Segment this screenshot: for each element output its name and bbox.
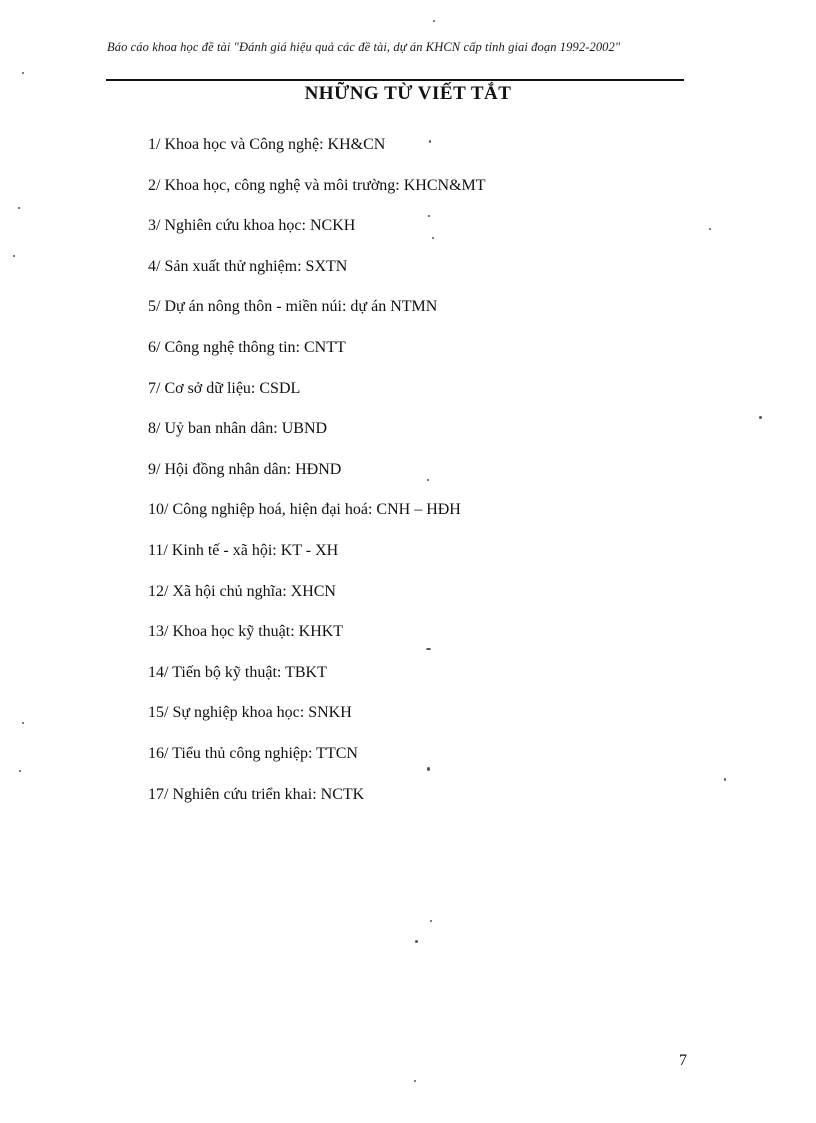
abbreviation-item: 12/ Xã hội chủ nghĩa: XHCN [148,582,336,600]
abbreviation-item: 17/ Nghiên cứu triển khai: NCTK [148,785,365,803]
abbreviation-item: 8/ Uỷ ban nhân dân: UBND [148,420,328,438]
scan-speck [415,940,418,943]
scan-speck [426,648,431,650]
scan-speck [13,255,15,257]
scan-speck [429,140,431,143]
scan-speck [19,770,21,772]
scan-speck [427,479,429,481]
abbreviation-item: 11/ Kinh tế - xã hội: KT - XH [148,541,339,559]
page-number: 7 [679,1052,687,1069]
abbreviation-item: 14/ Tiến bộ kỹ thuật: TBKT [148,663,327,681]
abbreviation-item: 7/ Cơ sở dữ liệu: CSDL [148,379,301,397]
abbreviation-list [148,135,486,825]
abbreviation-item: 4/ Sản xuất thử nghiệm: SXTN [148,257,348,275]
scan-speck [428,215,430,217]
abbreviation-item: 5/ Dự án nông thôn - miền núi: dự án NTMN [148,298,438,316]
abbreviation-item: 9/ Hội đồng nhân dân: HĐND [148,460,342,478]
scan-speck [22,72,24,74]
scan-speck [432,237,434,239]
abbreviation-item: 15/ Sự nghiệp khoa học: SNKH [148,704,352,722]
abbreviation-item: 6/ Công nghệ thông tin: CNTT [148,338,346,356]
scan-speck [18,207,20,209]
scan-speck [427,767,430,771]
abbreviation-item: 13/ Khoa học kỹ thuật: KHKT [148,623,344,641]
scan-speck [430,920,432,922]
header-divider [106,79,684,81]
abbreviation-item: 2/ Khoa học, công nghệ và môi trường: KHCN&MT [148,176,486,194]
scan-speck [22,722,24,724]
scan-speck [724,778,726,781]
abbreviation-item: 1/ Khoa học và Công nghệ: KH&CN [148,136,386,153]
scan-speck [709,228,711,230]
running-header: Báo cáo khoa học đề tài "Đánh giá hiệu quả các đề tài, dự án KHCN cấp tỉnh giai đoạn 1992-2002" [107,40,621,54]
abbreviation-item: 3/ Nghiên cứu khoa học: NCKH [148,217,356,235]
scan-speck [759,416,762,419]
abbreviation-item: 10/ Công nghiệp hoá, hiện đại hoá: CNH – HĐH [148,501,461,519]
page-title-text: NHỮNG TỪ VIẾT TẮT [304,83,512,104]
scan-speck [433,20,435,22]
scan-speck [414,1080,416,1082]
abbreviation-item: 16/ Tiểu thủ công nghiệp: TTCN [148,744,358,762]
page-title [0,83,816,105]
